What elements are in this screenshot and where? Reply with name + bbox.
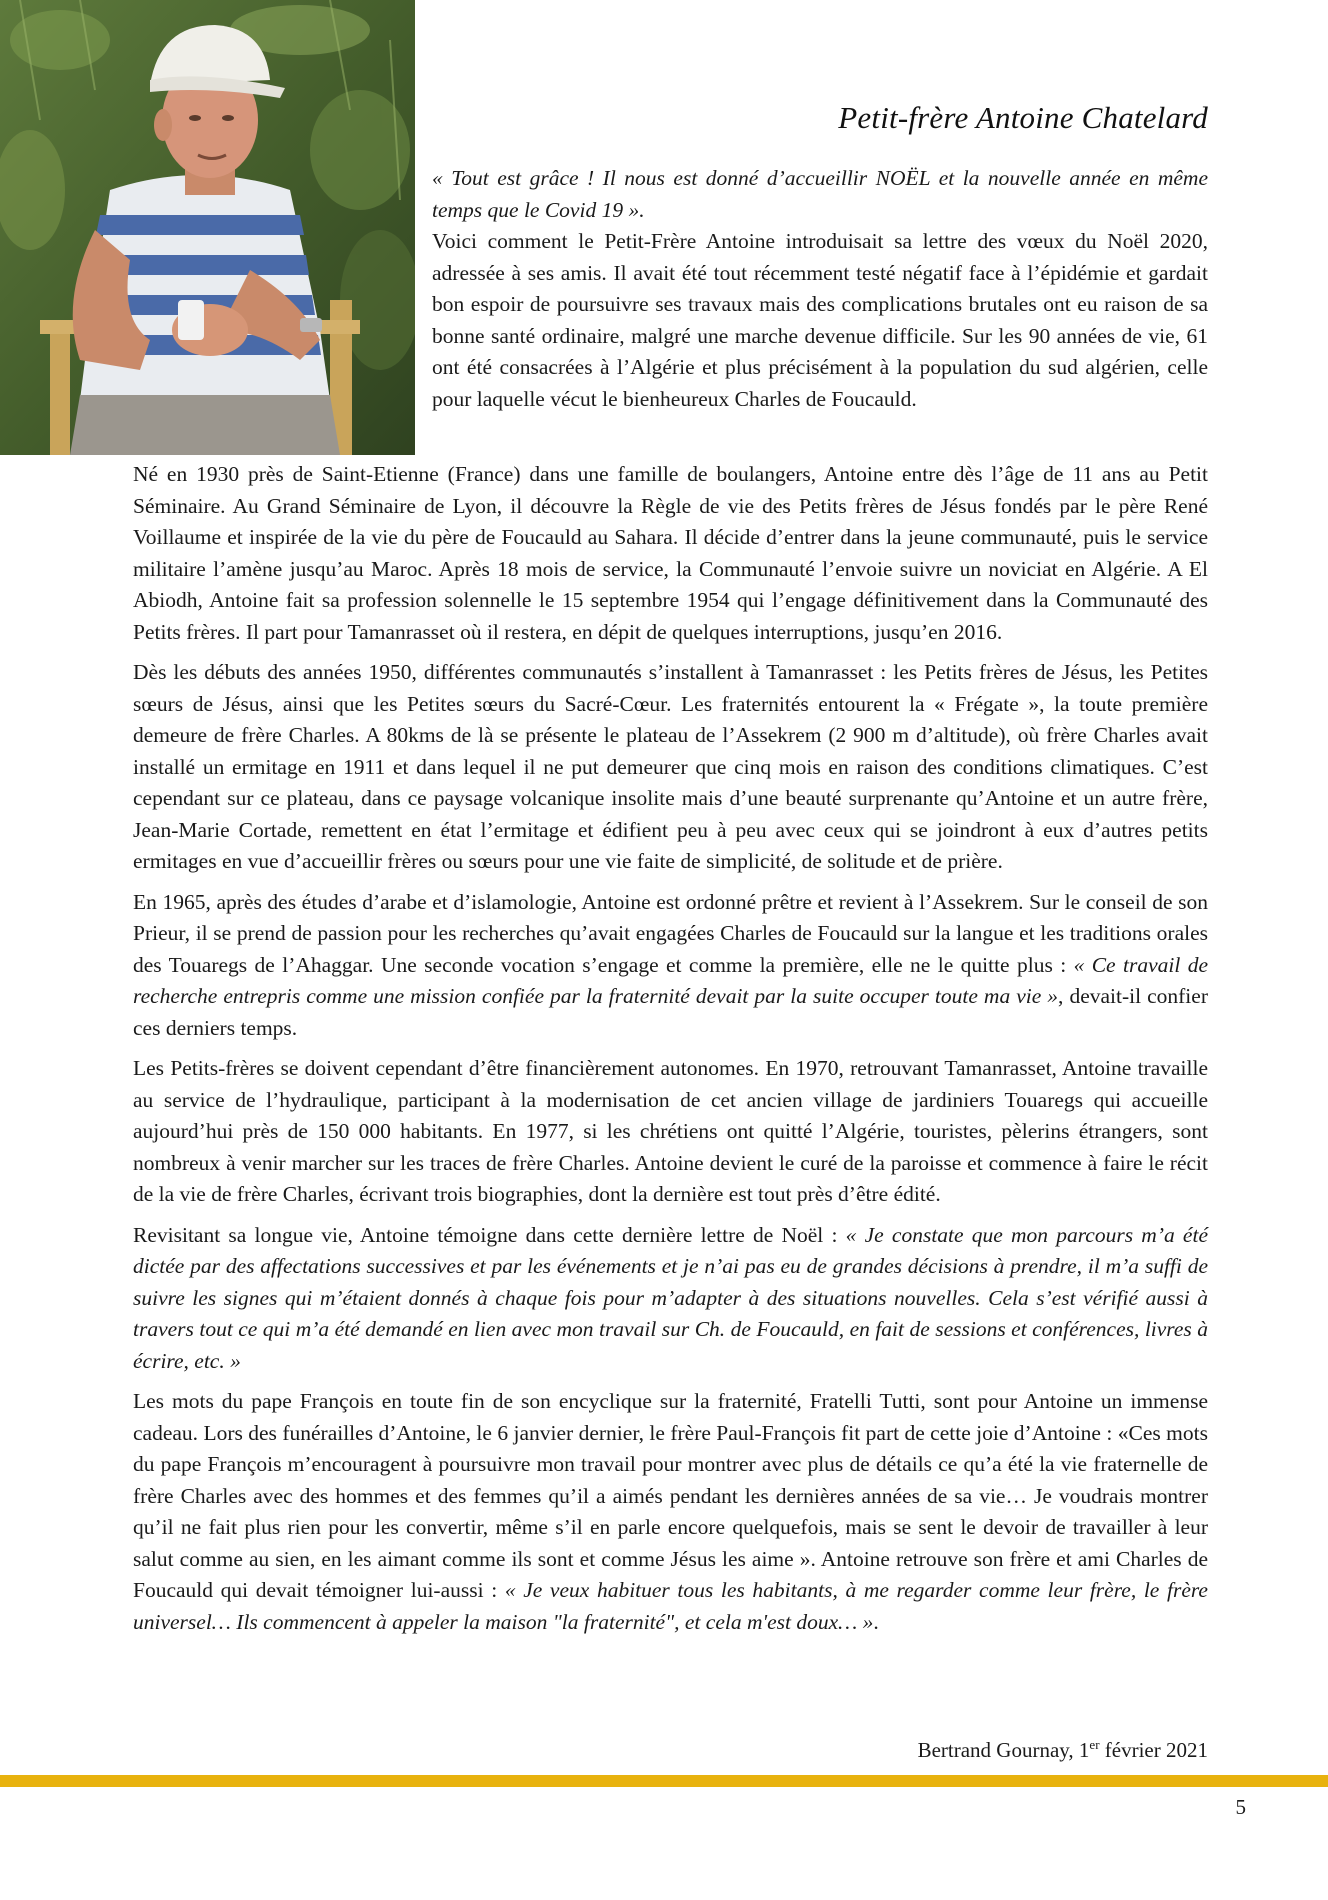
paragraph-ordination-end: , devait-il confier ces derniers temps. (133, 984, 1208, 1040)
paragraph-fratelli (133, 1386, 1208, 1638)
paragraph-birth: Né en 1930 près de Saint-Etienne (France) dans une famille de boulangers, Antoine entre dès l’âge de 11 ans au Petit Séminaire. Au Grand Séminaire de Lyon, il découvre la Règle de vie des Petits frères de Jésus fondés par le père René Voillaume et inspirée de la vie du père de Foucauld au Sahara. Il décide d’entrer dans la jeune communauté, puis le service militaire l’amène jusqu’au Maroc. Après 18 mois de service, la Communauté l’envoie suivre un noviciat en Algérie. A El Abiodh, Antoine fait sa profession solennelle le 15 septembre 1954 qui l’engage définitivement dans la Communauté des Petits frères. Il part pour Tamanrasset où il restera, en dépit de quelques interruptions, jusqu’en 2016. (133, 462, 1208, 644)
signature-sup: er (1089, 1737, 1100, 1752)
paragraph-ordination (133, 887, 1208, 1045)
footer-divider (0, 1775, 1328, 1787)
paragraph-ordination-text: En 1965, après des études d’arabe et d’islamologie, Antoine est ordonné prêtre et revient à l’Assekrem. Sur le conseil de son Prieur, il se prend de passion pour les recherches qu’avait engagées Charles de Foucauld sur la langue et les traditions orales des Touaregs de l’Ahaggar. Une seconde vocation s’engage et comme la première, elle ne le quitte plus : (133, 889, 1208, 977)
intro-paragraph (432, 163, 1208, 415)
paragraph-testimony-text: Revisitant sa longue vie, Antoine témoigne dans cette dernière lettre de Noël : (133, 1222, 846, 1247)
paragraph-ordination-quote: « Ce travail de recherche entrepris comme une mission confiée par la fraternité devait par la suite occuper toute ma vie » (133, 952, 1208, 1008)
portrait-photo (0, 0, 415, 455)
signature (918, 1737, 1208, 1763)
intro-quote: « Tout est grâce ! Il nous est donné d’accueillir NOËL et la nouvelle année en même temps que le Covid 19 ». (432, 166, 1208, 222)
page-number: 5 (1235, 1795, 1246, 1819)
paragraph-fratelli-quote: « Je veux habituer tous les habitants, à me regarder comme leur frère, le frère universel… Ils commencent à appeler la maison "la fraternité", et cela m'est doux… » (133, 1578, 1208, 1634)
paragraph-fratelli-text: Les mots du pape François en toute fin de son encyclique sur la fraternité, Fratelli Tutti, sont pour Antoine un immense cadeau. Lors des funérailles d’Antoine, le 6 janvier dernier, le frère Paul-François fit part de cette joie d’Antoine : «Ces mots du pape François m’encouragent à poursuivre mon travail pour montrer avec plus de détails ce qu’a été la vie fraternelle de frère Charles avec des hommes et des femmes qu’il a aimés pendant les dernières années de sa vie… Je voudrais montrer qu’il ne fait plus rien pour les convertir, même s’il en parle encore quelquefois, mais se sent le devoir de travailler à leur salut comme au sien, en les aimant comme ils sont et comme Jésus les aime ». Antoine retrouve son frère et ami Charles de Foucauld qui devait témoigner lui-aussi : (133, 1389, 1208, 1602)
paragraph-testimony-quote: « Je constate que mon parcours m’a été dictée par des affectations successives et par les événements et je n’ai pas eu de grandes décisions à prendre, il m’a suffi de suivre les signes qui m’étaient donnés à chaque fois pour m’adapter à des situations nouvelles. Cela s’est vérifié aussi à travers tout ce qui m’a été demandé en lien avec mon travail sur Ch. de Foucauld, en fait de sessions et conférences, livres à écrire, etc. » (133, 1222, 1208, 1373)
paragraph-testimony (133, 1220, 1208, 1378)
paragraph-fratelli-end: . (873, 1609, 879, 1634)
intro-text: Voici comment le Petit-Frère Antoine introduisait sa lettre des vœux du Noël 2020, adressée à ses amis. Il avait été tout récemment testé négatif face à l’épidémie et gardait bon espoir de poursuivre ses travaux mais des complications brutales ont eu raison de sa bonne santé ordinaire, malgré une marche devenue difficile. Sur les 90 années de vie, 61 ont été consacrées à l’Algérie et plus précisément à la population du sud algérien, celle pour laquelle vécut le bienheureux Charles de Foucauld. (432, 229, 1208, 411)
signature-date: février 2021 (1099, 1738, 1208, 1762)
article-body (133, 459, 1208, 1647)
signature-name: Bertrand Gournay, 1 (917, 1738, 1090, 1762)
paragraph-tamanrasset: Dès les débuts des années 1950, différentes communautés s’installent à Tamanrasset : les Petits frères de Jésus, les Petites sœurs de Jésus, ainsi que les Petites sœurs du Sacré-Cœur. Les fraternités entourent la « Frégate », la toute première demeure de frère Charles. A 80kms de là se présente le plateau de l’Assekrem (2 900 m d’altitude), où frère Charles avait installé un ermitage en 1911 et dans lequel il ne put demeurer que cinq mois en raison des conditions climatiques. C’est cependant sur ce plateau, dans ce paysage volcanique insolite mais d’une beauté surprenante qu’Antoine et un autre frère, Jean-Marie Cortade, remettent en état l’ermitage et édifient peu à peu avec ceux qui se joindront à eux d’autres petits ermitages en vue d’accueillir frères ou sœurs pour une vie faite de simplicité, de solitude et de prière. (133, 660, 1208, 873)
page-title: Petit-frère Antoine Chatelard (838, 100, 1208, 135)
paragraph-autonomy: Les Petits-frères se doivent cependant d’être financièrement autonomes. En 1970, retrouvant Tamanrasset, Antoine travaille au service de l’hydraulique, participant à la modernisation de cet ancien village de jardiniers Touaregs qui accueille aujourd’hui près de 150 000 habitants. En 1977, si les chrétiens ont quitté l’Algérie, touristes, pèlerins étrangers, sont nombreux à venir marcher sur les traces de frère Charles. Antoine devient le curé de la paroisse et commence à faire le récit de la vie de frère Charles, écrivant trois biographies, dont la dernière est tout près d’être édité. (133, 1056, 1208, 1206)
